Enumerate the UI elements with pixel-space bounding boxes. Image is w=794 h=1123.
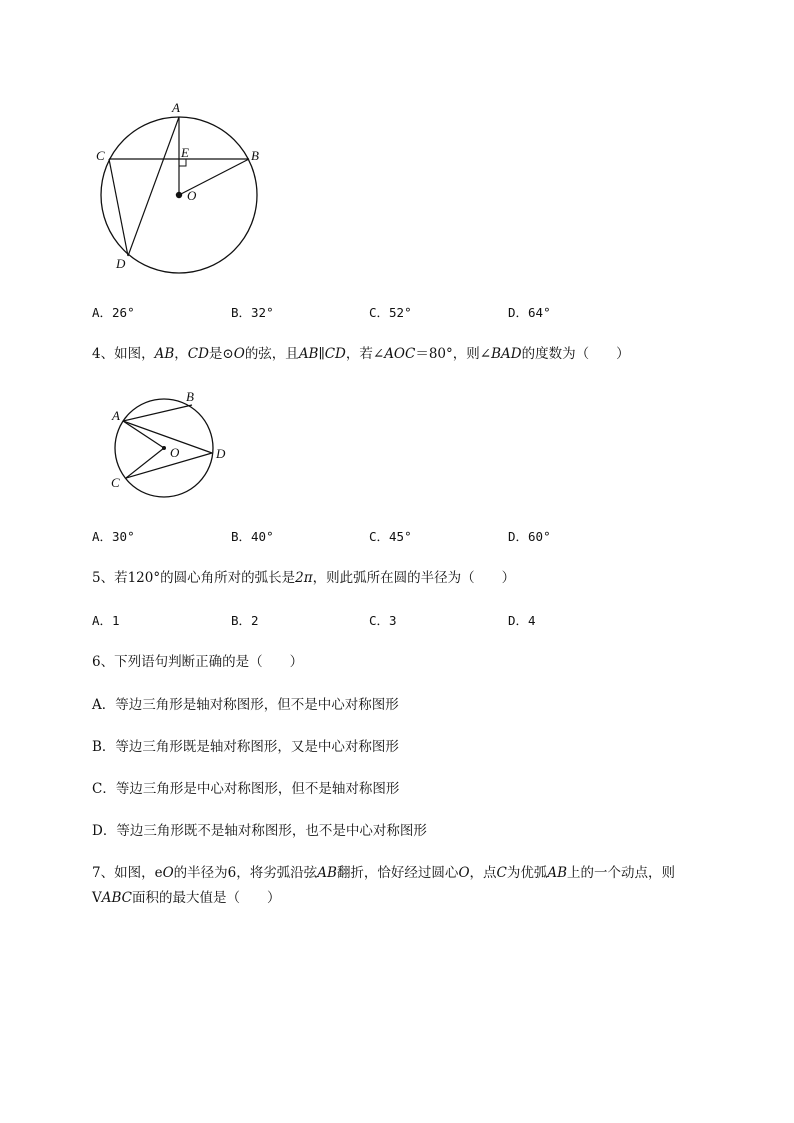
center-dot (176, 192, 182, 198)
q3-option-b[interactable]: B．32° (231, 305, 274, 320)
chord-ad-2 (123, 421, 212, 453)
figure-circle-kite (0, 385, 794, 505)
q5-option-c[interactable]: C．3 (369, 613, 397, 628)
q3-option-a[interactable]: A．26° (92, 305, 135, 320)
label-a-2: A (112, 408, 120, 423)
right-angle-mark (179, 159, 186, 166)
q4-option-b[interactable]: B．40° (231, 529, 274, 544)
q3-option-d[interactable]: D．64° (508, 305, 551, 320)
q5-option-d[interactable]: D．4 (508, 613, 536, 628)
q6-stem: 6、下列语句判断正确的是（ ） (92, 654, 304, 670)
chord-ab (123, 405, 192, 421)
q5-option-b[interactable]: B．2 (231, 613, 259, 628)
chord-cd (109, 159, 128, 256)
label-o: O (187, 188, 197, 203)
label-b-2: B (186, 389, 194, 404)
center-dot-2 (162, 446, 166, 450)
q5-stem: 5、若120°的圆心角所对的弧长是2π，则此弧所在圆的半径为（ ） (92, 570, 516, 586)
q7-stem-line1: 7、如图，eO的半径为6，将劣弧沿弦AB翻折，恰好经过圆心O，点C为优弧AB上的一个动点，则 (92, 865, 676, 881)
label-a: A (172, 100, 180, 115)
q3-option-c[interactable]: C．52° (369, 305, 412, 320)
q5-option-a[interactable]: A．1 (92, 613, 120, 628)
q6-option-b[interactable]: B．等边三角形既是轴对称图形，又是中心对称图形 (92, 739, 399, 755)
q6-option-d[interactable]: D．等边三角形既不是轴对称图形，也不是中心对称图形 (92, 823, 427, 839)
figure-circle-chords (0, 0, 794, 300)
segment-ao-2 (123, 421, 164, 448)
label-d: D (116, 256, 126, 271)
label-d-2: D (216, 446, 226, 461)
q4-stem: 4、如图，AB，CD是⊙O的弦，且AB∥CD，若∠AOC＝80°，则∠BAD的度数为（ ） (92, 346, 630, 362)
q4-option-c[interactable]: C．45° (369, 529, 412, 544)
label-c-2: C (111, 475, 120, 490)
q4-option-a[interactable]: A．30° (92, 529, 135, 544)
q6-option-a[interactable]: A．等边三角形是轴对称图形，但不是中心对称图形 (92, 697, 399, 713)
chord-cd-2 (126, 453, 212, 478)
q4-option-d[interactable]: D．60° (508, 529, 551, 544)
label-c: C (96, 148, 105, 163)
label-o-2: O (170, 445, 180, 460)
q6-option-c[interactable]: C．等边三角形是中心对称图形，但不是轴对称图形 (92, 781, 400, 797)
q7-stem-line2: VABC面积的最大值是（ ） (92, 890, 281, 906)
chord-ad (128, 117, 179, 256)
segment-oc (126, 448, 164, 478)
label-e: E (181, 145, 189, 160)
label-b: B (251, 148, 259, 163)
